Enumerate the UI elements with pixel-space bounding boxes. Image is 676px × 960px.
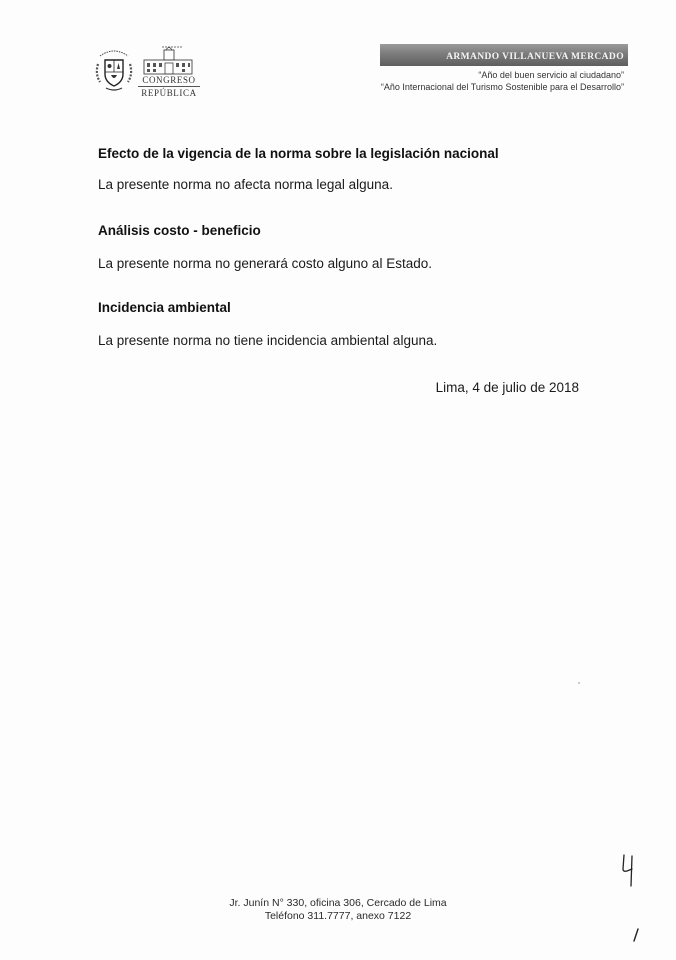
- section-text-environmental: La presente norma no tiene incidencia ambiental alguna.: [98, 333, 438, 348]
- name-banner: [380, 44, 628, 66]
- congress-logo-line1: CONGRESO: [138, 75, 200, 87]
- coat-of-arms-logo: [94, 44, 134, 96]
- footer-phone: Teléfono 311.7777, anexo 7122: [264, 910, 412, 922]
- section-text-cost-benefit: La presente norma no generará costo alguno al Estado.: [98, 256, 432, 271]
- footer-address: Jr. Junín N° 330, oficina 306, Cercado de Lima: [229, 897, 447, 909]
- section-heading-environmental: Incidencia ambiental: [98, 300, 231, 315]
- date-line: Lima, 4 de julio de 2018: [435, 380, 579, 395]
- scan-speck: [578, 682, 580, 684]
- section-heading-legislation: Efecto de la vigencia de la norma sobre la legislación nacional: [98, 146, 499, 161]
- congress-logo-line2: REPÚBLICA: [141, 88, 197, 98]
- section-heading-cost-benefit: Análisis costo - beneficio: [98, 223, 261, 238]
- motto-line-1: “Año del buen servicio al ciudadano”: [478, 70, 624, 80]
- handwritten-tick-mark: [632, 928, 640, 942]
- handwritten-page-number: [618, 852, 638, 888]
- motto-line-2: “Año Internacional del Turismo Sostenible para el Desarrollo”: [380, 82, 624, 92]
- section-text-legislation: La presente norma no afecta norma legal alguna.: [98, 177, 393, 192]
- name-banner-text: ARMANDO VILLANUEVA MERCADO: [446, 52, 624, 62]
